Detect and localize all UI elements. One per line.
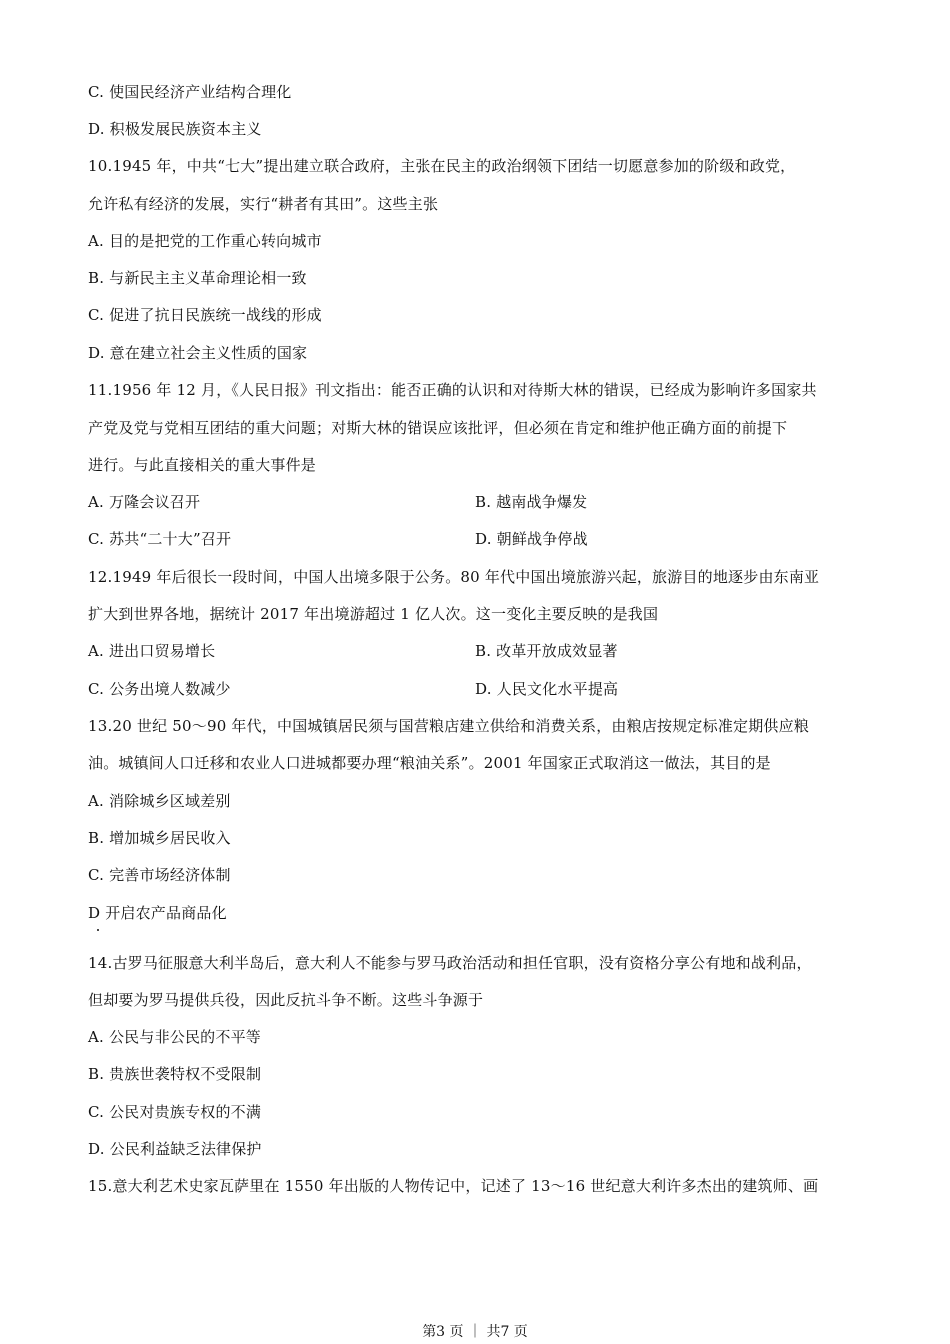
option-11c: C. 苏共“二十大”召开 [88,530,232,548]
question-13-line-1: 13.20 世纪 50～90 年代，中国城镇居民须与国营粮店建立供给和消费关系，由粮店按规定标准定期供应粮 [88,717,810,735]
option-12c: C. 公务出境人数减少 [88,680,231,698]
option-14d: D. 公民利益缺乏法律保护 [88,1140,262,1158]
option-9d: D. 积极发展民族资本主义 [88,120,262,138]
option-12b: B. 改革开放成效显著 [475,642,618,660]
option-13b: B. 增加城乡居民收入 [88,829,231,847]
option-10a: A. 目的是把党的工作重心转向城市 [88,232,322,250]
option-14b: B. 贵族世袭特权不受限制 [88,1065,262,1083]
option-9c: C. 使国民经济产业结构合理化 [88,83,292,101]
question-12-line-1: 12.1949 年后很长一段时间，中国人出境多限于公务。80 年代中国出境旅游兴起，旅游目的地逐步由东南亚 [88,568,820,586]
question-11-line-1: 11.1956 年 12 月，《人民日报》刊文指出：能否正确的认识和对待斯大林的错误，已经成为影响许多国家共 [88,381,817,399]
option-13d: D 开启农产品商品化 [88,904,227,922]
stray-dot-mark [97,929,99,931]
question-13-line-2: 油。城镇间人口迁移和农业人口进城都要办理“粮油关系”。2001 年国家正式取消这一做法，其目的是 [88,754,771,772]
question-10-line-1: 10.1945 年，中共“七大”提出建立联合政府，主张在民主的政治纲领下团结一切愿意参加的阶级和政党， [88,157,796,175]
question-11-line-3: 进行。与此直接相关的重大事件是 [88,456,317,474]
option-10b: B. 与新民主主义革命理论相一致 [88,269,307,287]
option-13c: C. 完善市场经济体制 [88,866,231,884]
option-11d: D. 朝鲜战争停战 [475,530,588,548]
question-15-line-1: 15.意大利艺术史家瓦萨里在 1550 年出版的人物传记中，记述了 13～16 世纪意大利许多杰出的建筑师、画 [88,1177,819,1195]
option-12d: D. 人民文化水平提高 [475,680,619,698]
page-footer: 第3 页 ｜ 共7 页 [422,1324,528,1340]
option-14a: A. 公民与非公民的不平等 [88,1028,261,1046]
option-13a: A. 消除城乡区域差别 [88,792,231,810]
question-14-line-2: 但却要为罗马提供兵役，因此反抗斗争不断。这些斗争源于 [88,991,484,1009]
option-10c: C. 促进了抗日民族统一战线的形成 [88,306,322,324]
question-11-line-2: 产党及党与党相互团结的重大问题；对斯大林的错误应该批评，但必须在肯定和维护他正确方面的前提下 [88,419,788,437]
question-12-line-2: 扩大到世界各地，据统计 2017 年出境游超过 1 亿人次。这一变化主要反映的是我国 [88,605,659,623]
option-10d: D. 意在建立社会主义性质的国家 [88,344,308,362]
option-11b: B. 越南战争爆发 [475,493,588,511]
question-10-line-2: 允许私有经济的发展，实行“耕者有其田”。这些主张 [88,195,439,213]
option-11a: A. 万隆会议召开 [88,493,201,511]
option-12a: A. 进出口贸易增长 [88,642,216,660]
option-14c: C. 公民对贵族专权的不满 [88,1103,262,1121]
question-14-line-1: 14.古罗马征服意大利半岛后，意大利人不能参与罗马政治活动和担任官职，没有资格分享公有地和战利品， [88,954,812,972]
